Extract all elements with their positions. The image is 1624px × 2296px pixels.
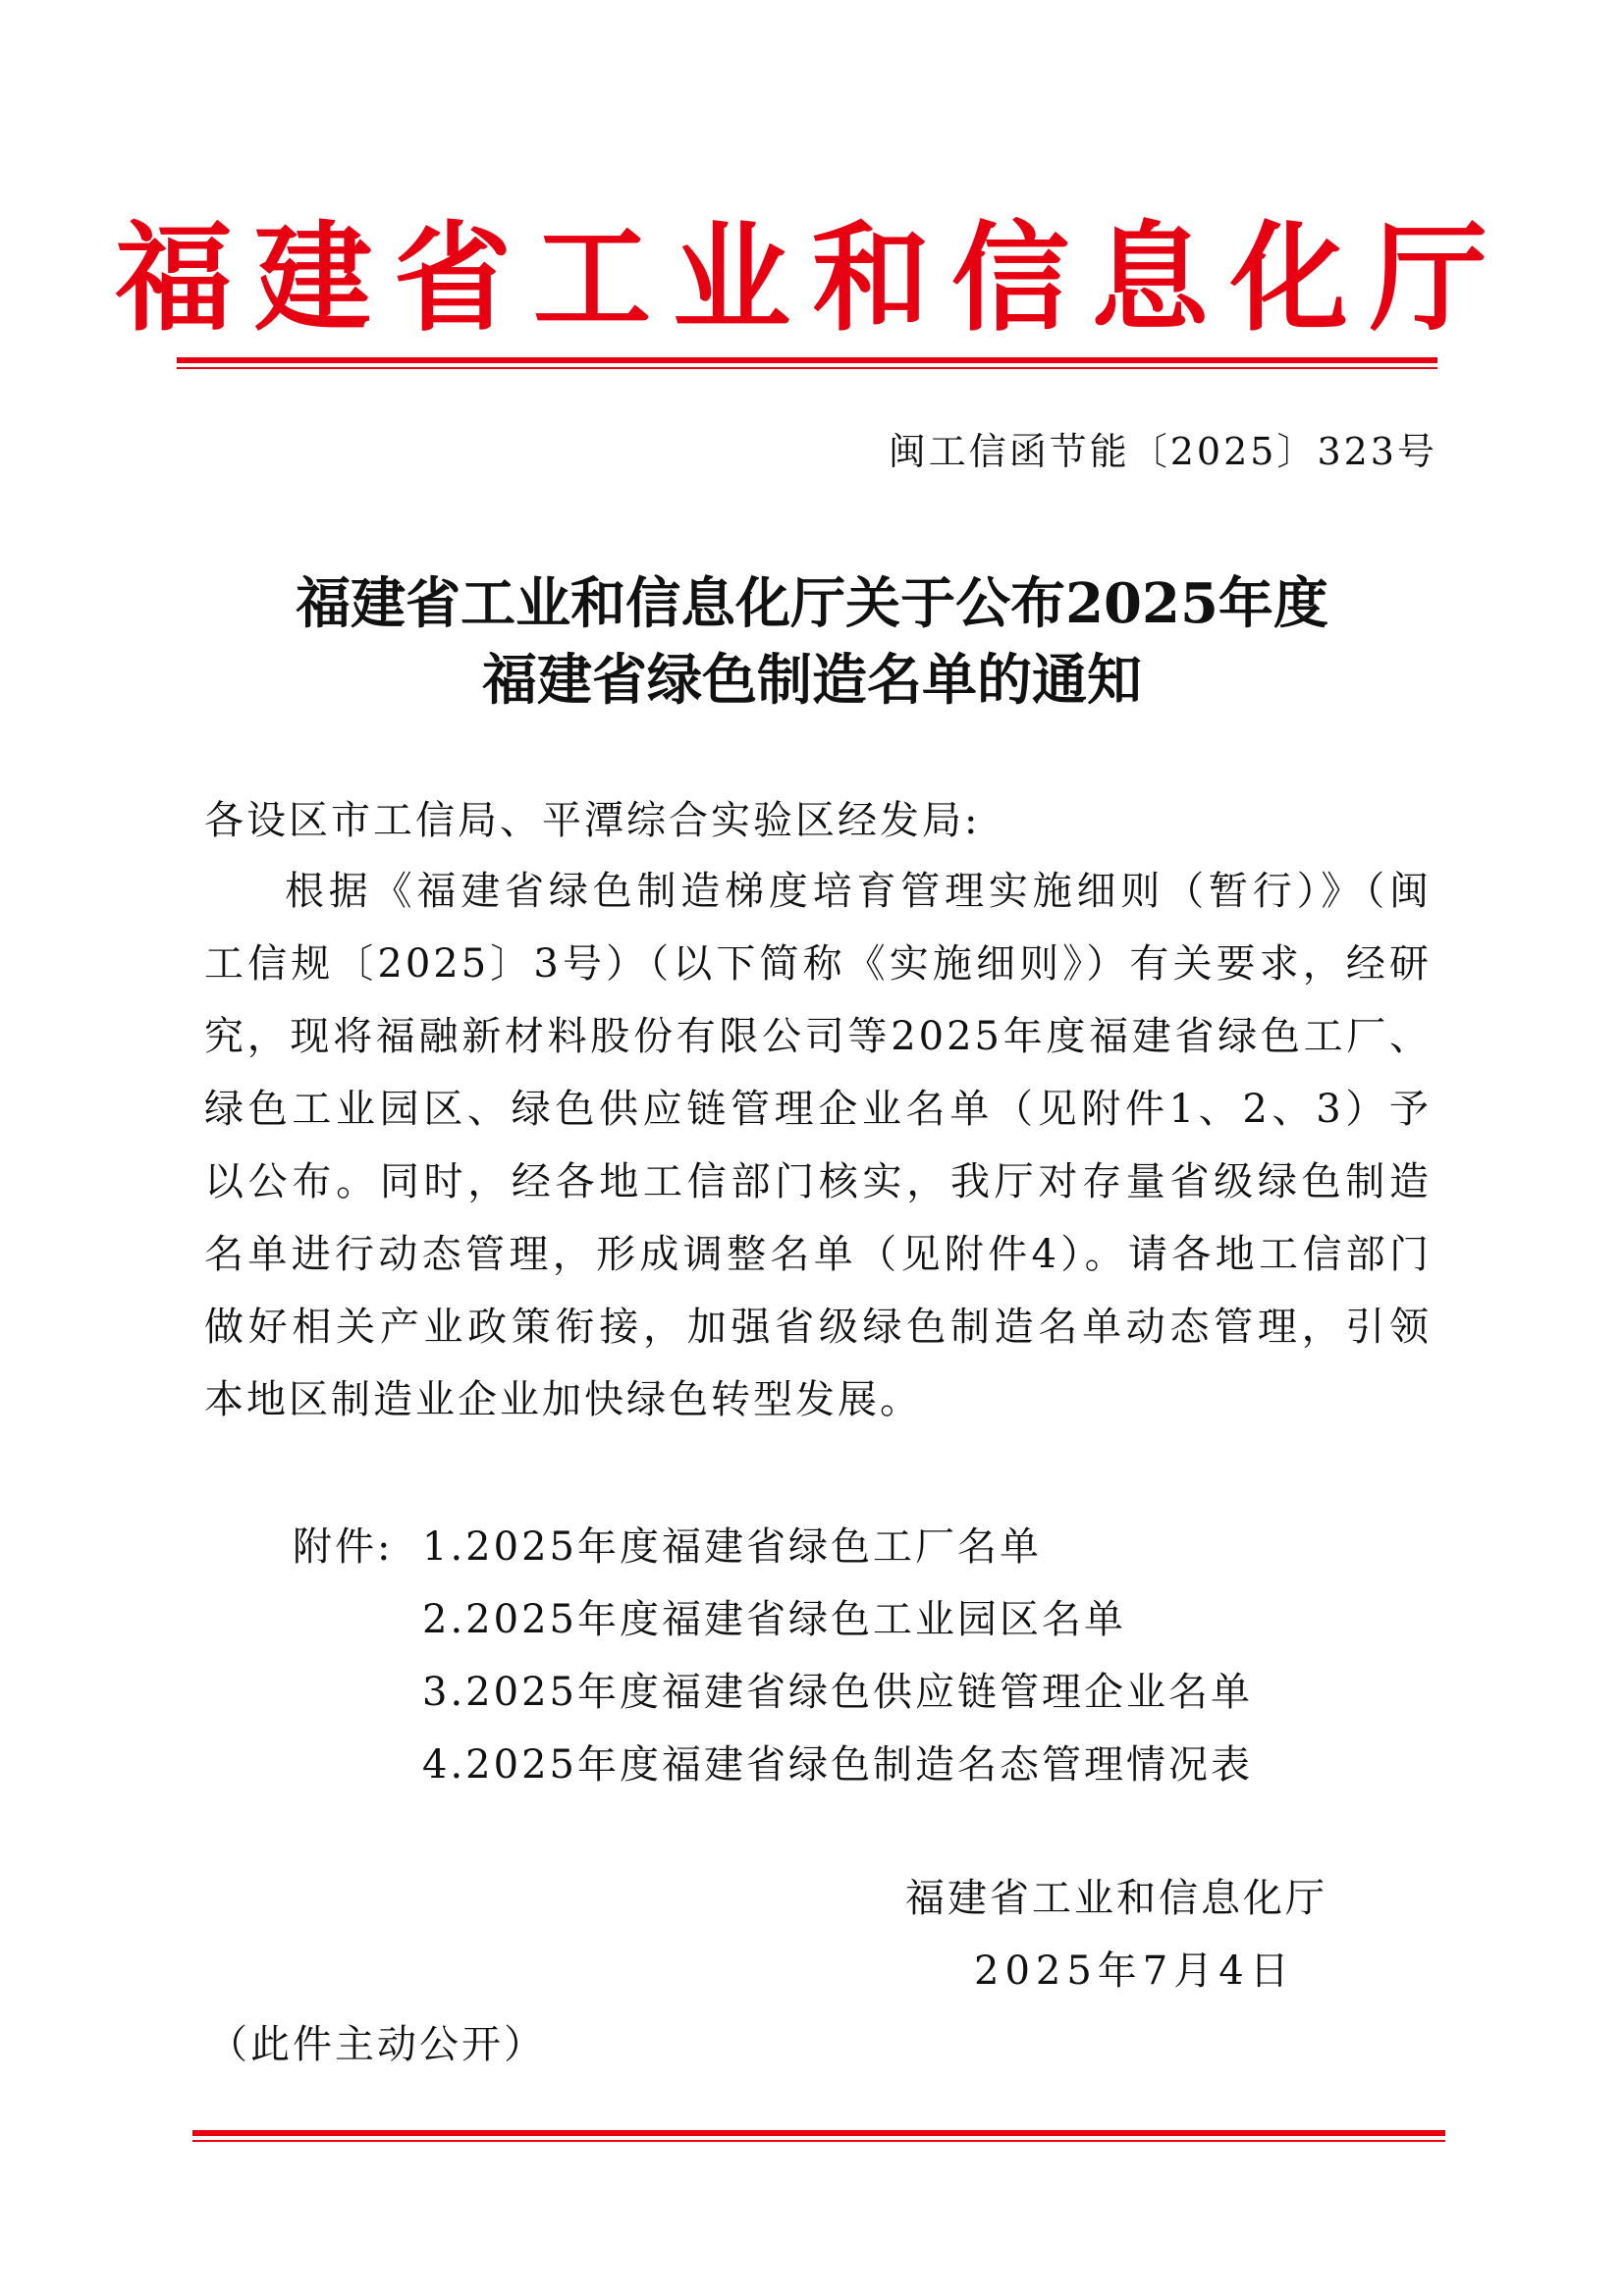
document-number: 闽工信函节能〔2025〕323号 — [888, 430, 1437, 473]
document-title-line-1: 福建省工业和信息化厅关于公布2025年度 — [296, 571, 1328, 636]
attachment-item: 2.2025年度福建省绿色工业园区名单 — [422, 1597, 1126, 1642]
footer-rule-thick — [192, 2130, 1445, 2136]
body-paragraph-line: 根据《福建省绿色制造梯度培育管理实施细则（暂行）》（闽 — [285, 869, 1432, 914]
body-paragraph-line: 以公布。同时，经各地工信部门核实，我厅对存量省级绿色制造 — [204, 1159, 1432, 1204]
body-paragraph-line: 名单进行动态管理，形成调整名单（见附件4）。请各地工信部门 — [204, 1232, 1432, 1277]
body-paragraph-line: 究，现将福融新材料股份有限公司等2025年度福建省绿色工厂、 — [204, 1014, 1432, 1059]
signature-date: 2025年7月4日 — [974, 1949, 1295, 1994]
masthead-title: 福建省工业和信息化厅 — [115, 211, 1509, 347]
masthead-rule-thick — [177, 357, 1437, 363]
attachments-label: 附件: — [293, 1524, 394, 1570]
attachment-item: 1.2025年度福建省绿色工厂名单 — [422, 1524, 1042, 1570]
salutation: 各设区市工信局、平潭综合实验区经发局: — [204, 798, 981, 843]
body-paragraph-line: 绿色工业园区、绿色供应链管理企业名单（见附件1、2、3）予 — [204, 1087, 1432, 1132]
disclosure-note: （此件主动公开） — [208, 2022, 546, 2067]
body-paragraph-line: 做好相关产业政策衔接，加强省级绿色制造名单动态管理，引领 — [204, 1305, 1432, 1350]
attachment-item: 3.2025年度福建省绿色供应链管理企业名单 — [422, 1670, 1253, 1715]
body-paragraph-line: 工信规〔2025〕3号）（以下简称《实施细则》）有关要求，经研 — [204, 941, 1432, 987]
footer-rule-thin — [192, 2140, 1445, 2142]
attachment-item: 4.2025年度福建省绿色制造名态管理情况表 — [422, 1742, 1253, 1788]
masthead-rule-thin — [177, 367, 1437, 369]
signature-organization: 福建省工业和信息化厅 — [905, 1876, 1327, 1921]
body-paragraph-line: 本地区制造业企业加快绿色转型发展。 — [204, 1377, 922, 1422]
document-title-line-2: 福建省绿色制造名单的通知 — [482, 648, 1142, 713]
